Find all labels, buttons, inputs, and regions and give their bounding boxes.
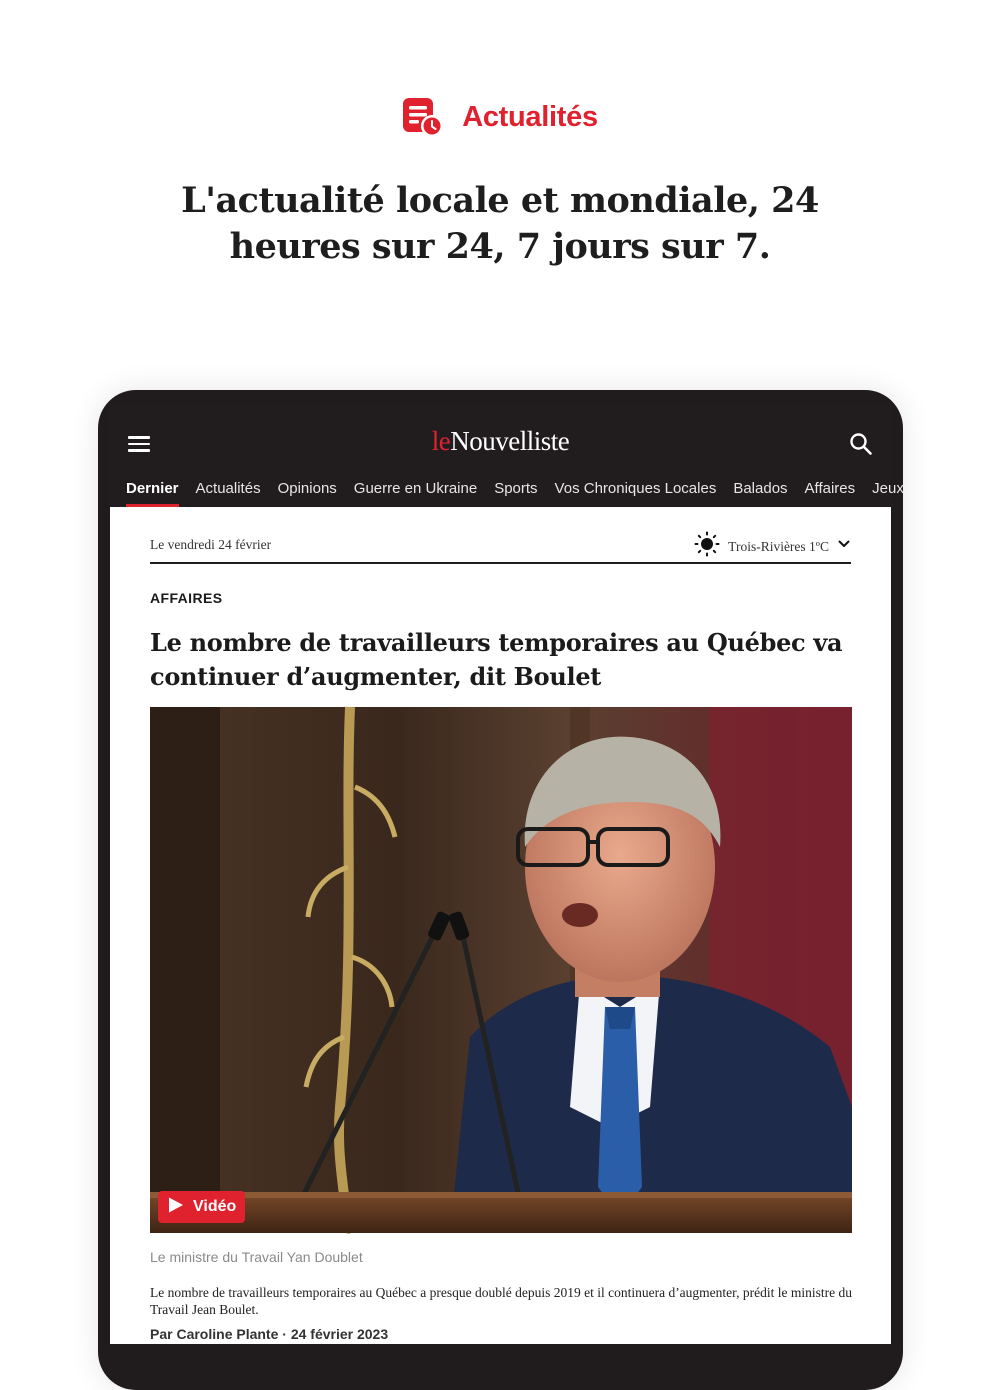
tab-guerre-en-ukraine[interactable]: Guerre en Ukraine xyxy=(353,480,478,497)
weather-location-temp: Trois-Rivières 1ºC xyxy=(728,538,829,554)
app-top-bar xyxy=(110,404,904,507)
video-label: Vidéo xyxy=(193,1198,237,1215)
article-byline: Par Caroline Plante · 24 février 2023 xyxy=(150,1326,389,1342)
minister-photo-illustration xyxy=(150,707,852,1233)
brand-name: Nouvelliste xyxy=(450,426,570,456)
promo-tagline: L'actualité locale et mondiale, 24 heures sur 24, 7 jours sur 7. xyxy=(181,180,819,267)
app-screen xyxy=(110,404,904,1344)
article-headline[interactable]: Le nombre de travailleurs temporaires au Québec va continuer d’augmenter, dit Boulet xyxy=(150,628,843,691)
date-weather-bar xyxy=(150,507,851,564)
promo-title: Actualités xyxy=(462,100,598,133)
tab-affaires[interactable]: Affaires xyxy=(804,480,856,497)
promo-header xyxy=(0,96,1000,138)
tab-balados[interactable]: Balados xyxy=(733,480,788,497)
tab-jeux[interactable]: Jeux xyxy=(872,480,904,497)
section-tabs xyxy=(126,480,904,507)
weather-widget[interactable] xyxy=(694,531,851,562)
search-icon[interactable] xyxy=(849,432,873,456)
tab-actualites[interactable]: Actualités xyxy=(195,480,261,497)
article-section-label[interactable]: AFFAIRES xyxy=(150,590,223,606)
brand-prefix: le xyxy=(431,426,451,456)
tab-opinions[interactable]: Opinions xyxy=(277,480,337,497)
sun-icon xyxy=(694,531,720,562)
tab-vos-chroniques-locales[interactable]: Vos Chroniques Locales xyxy=(554,480,717,497)
chevron-down-icon[interactable] xyxy=(837,537,851,556)
tab-sports[interactable]: Sports xyxy=(494,480,538,497)
current-date: Le vendredi 24 février xyxy=(150,537,272,552)
article-photo[interactable] xyxy=(150,707,852,1233)
article-summary[interactable]: Le nombre de travailleurs temporaires au Québec a presque doublé depuis 2019 et il continuera d’augmenter, prédit le ministre du Travail Jean Boulet. xyxy=(150,1285,852,1317)
tab-dernier[interactable]: Dernier xyxy=(126,480,179,507)
play-icon xyxy=(167,1196,185,1219)
news-clock-icon xyxy=(402,96,444,138)
brand-logo[interactable] xyxy=(110,426,891,457)
video-badge[interactable] xyxy=(158,1191,245,1223)
photo-caption: Le ministre du Travail Yan Doublet xyxy=(150,1249,363,1265)
